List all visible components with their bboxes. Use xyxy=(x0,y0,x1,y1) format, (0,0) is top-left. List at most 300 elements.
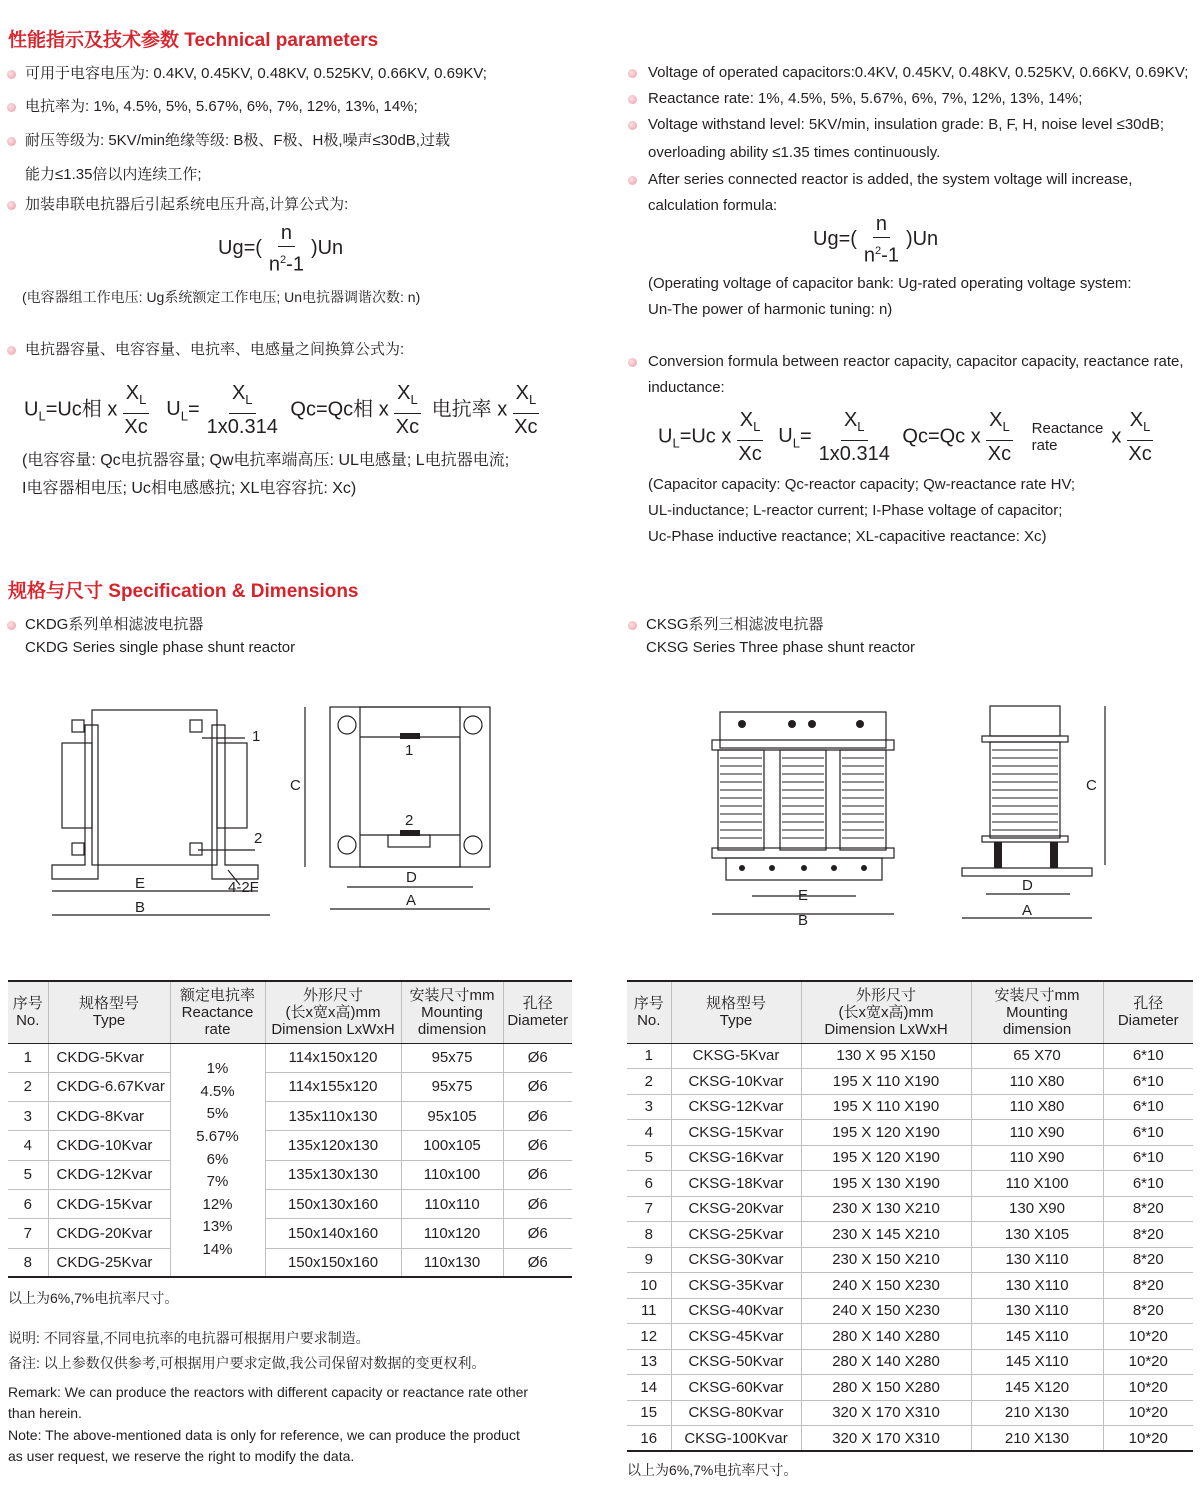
diameter-cell: Ø6 xyxy=(503,1248,572,1277)
diameter-cell: 10*20 xyxy=(1103,1324,1193,1350)
cksg-coil-1 xyxy=(718,750,764,850)
column-header xyxy=(503,981,572,1043)
column-header xyxy=(170,981,265,1043)
ckdg-spec-table xyxy=(8,980,572,1278)
label-4-2f: 4-2F xyxy=(228,879,259,896)
ul-sub: L xyxy=(792,435,800,451)
mounting-cell: 130 X110 xyxy=(971,1298,1103,1324)
mounting-cell: 110x100 xyxy=(401,1160,503,1189)
formula-rhs: )Un xyxy=(905,228,939,251)
xl-sub: L xyxy=(857,419,865,434)
dimension-cell: 280 X 140 X280 xyxy=(801,1349,971,1375)
u-symbol: U xyxy=(778,425,793,448)
cn-series-line: 加装串联电抗器后引起系统电压升高,计算公式为: xyxy=(25,196,349,213)
den-rest: -1 xyxy=(881,244,899,267)
dimension-cell: 240 X 150 X230 xyxy=(801,1273,971,1299)
en-conversion-legend-1: (Capacitor capacity: Qc-reactor capacity; Qw-reactance rate HV; xyxy=(648,476,1076,493)
xl-sub: L xyxy=(753,419,761,434)
bullet-icon xyxy=(628,121,637,130)
diameter-cell: 10*20 xyxy=(1103,1349,1193,1375)
table-row xyxy=(627,1247,1193,1273)
formula-fraction xyxy=(266,222,307,276)
header-line: 安装尺寸mm xyxy=(994,986,1080,1004)
dimension-cell: 230 X 145 X210 xyxy=(801,1222,971,1248)
table-row xyxy=(627,1426,1193,1452)
label-2-front: 2 xyxy=(405,812,414,829)
xl-xc-fraction xyxy=(985,409,1014,465)
mount-hole-icon xyxy=(338,716,356,734)
den-rest: -1 xyxy=(286,253,304,276)
cn-withstand-line: 耐压等级为: 5KV/min绝缘等级: B极、F极、H极,噪声≤30dB,过载 xyxy=(25,132,450,149)
mount-hole-icon xyxy=(338,836,356,854)
table-row xyxy=(627,1120,1193,1146)
diameter-cell: Ø6 xyxy=(503,1043,572,1072)
u-symbol: U xyxy=(658,425,673,448)
table-row xyxy=(8,1043,572,1072)
dimension-cell: 320 X 170 X310 xyxy=(801,1426,971,1452)
row-number: 14 xyxy=(627,1375,671,1401)
row-number: 10 xyxy=(627,1273,671,1299)
ckdg-series-en: CKDG Series single phase shunt reactor xyxy=(25,639,296,656)
xl-denom-fraction xyxy=(816,409,893,465)
fraction-numerator: n xyxy=(873,213,890,238)
header-line: rate xyxy=(204,1020,231,1038)
type-cell: CKSG-40Kvar xyxy=(671,1298,801,1324)
bullet-icon xyxy=(628,69,637,78)
cn-conversion-formula xyxy=(24,382,545,438)
table-row xyxy=(627,1043,1193,1069)
header-line: dimension xyxy=(417,1020,487,1038)
bullet-icon xyxy=(7,137,16,146)
en-withstand-line: Voltage withstand level: 5KV/min, insulation grade: B, F, H, noise level ≤30dB; xyxy=(648,116,1165,133)
diameter-cell: Ø6 xyxy=(503,1072,572,1101)
row-number: 11 xyxy=(627,1298,671,1324)
label-2: 2 xyxy=(254,830,263,847)
xl: X xyxy=(515,382,529,404)
header-line: 外形尺寸 xyxy=(302,986,363,1004)
diameter-cell: 6*10 xyxy=(1103,1094,1193,1120)
header-line: 规格型号 xyxy=(705,995,766,1013)
formula-rhs: )Un xyxy=(310,237,344,260)
dimension-cell: 135x130x130 xyxy=(265,1160,401,1189)
table-row xyxy=(627,1094,1193,1120)
mounting-cell: 110 X80 xyxy=(971,1094,1103,1120)
header-line: 安装尺寸mm xyxy=(409,986,495,1004)
row-number: 4 xyxy=(8,1131,48,1160)
dimension-cell: 135x110x130 xyxy=(265,1102,401,1131)
bullet-icon xyxy=(7,103,16,112)
bullet-icon xyxy=(628,621,637,630)
xl-sub: L xyxy=(139,392,147,407)
den-sup: 2 xyxy=(875,245,882,257)
table-row xyxy=(627,1324,1193,1350)
en-formula-legend-1: (Operating voltage of capacitor bank: Ug-rated operating voltage system: xyxy=(648,275,1132,292)
note-en-2: as user request, we reserve the right to modify the data. xyxy=(8,1448,355,1464)
ckdg-bracket-left xyxy=(52,725,98,879)
uc-term: =Uc相 x xyxy=(45,398,118,421)
cn-voltage-formula xyxy=(218,222,343,276)
frac-den: 1x0.314 xyxy=(818,443,890,465)
header-line: 外形尺寸 xyxy=(855,986,916,1004)
xl: X xyxy=(397,382,411,404)
bullet-icon xyxy=(7,201,16,210)
table-row xyxy=(627,1196,1193,1222)
frac-num xyxy=(513,382,540,414)
xl-sub: L xyxy=(1143,419,1151,434)
mounting-cell: 145 X110 xyxy=(971,1324,1103,1350)
mounting-cell: 130 X110 xyxy=(971,1273,1103,1299)
rate-value: 7% xyxy=(206,1173,229,1191)
label-a: A xyxy=(406,892,417,909)
qc-term: Qc=Qc x xyxy=(902,425,981,448)
xl-xc-fraction xyxy=(121,382,150,438)
table-row xyxy=(8,1072,572,1101)
mounting-cell: 210 X130 xyxy=(971,1400,1103,1426)
type-cell: CKSG-15Kvar xyxy=(671,1120,801,1146)
rate-value: 14% xyxy=(202,1241,233,1259)
den-base: n xyxy=(863,244,876,267)
cn-reactance-line: 电抗率为: 1%, 4.5%, 5%, 5.67%, 6%, 7%, 12%, 13%, 14%; xyxy=(25,98,418,115)
header-line: 孔径 xyxy=(522,995,553,1013)
cn-withstand-line-2: 能力≤1.35倍以内连续工作; xyxy=(25,166,202,183)
table-row xyxy=(627,1375,1193,1401)
cksg-coil-2 xyxy=(780,750,826,850)
label-1: 1 xyxy=(252,728,261,745)
rate-value: 1% xyxy=(206,1060,229,1078)
row-number: 5 xyxy=(627,1145,671,1171)
frac-num xyxy=(737,409,764,441)
row-number: 7 xyxy=(627,1196,671,1222)
bullet-icon xyxy=(628,176,637,185)
column-header xyxy=(401,981,503,1043)
table-row xyxy=(627,1400,1193,1426)
mounting-cell: 130 X105 xyxy=(971,1222,1103,1248)
row-number: 4 xyxy=(627,1120,671,1146)
table-row xyxy=(627,1349,1193,1375)
label-d: D xyxy=(1022,877,1033,894)
diameter-cell: Ø6 xyxy=(503,1189,572,1218)
mounting-cell: 110x130 xyxy=(401,1248,503,1277)
row-number: 8 xyxy=(8,1248,48,1277)
en-series-line-2: calculation formula: xyxy=(648,197,778,214)
table-row xyxy=(8,1248,572,1277)
xl-xc-fraction xyxy=(735,409,764,465)
rate-term: 电抗率 x xyxy=(431,398,508,421)
diameter-cell: Ø6 xyxy=(503,1102,572,1131)
label-e: E xyxy=(135,875,146,892)
fraction-denominator xyxy=(861,238,902,267)
label-e: E xyxy=(798,887,809,904)
type-cell: CKDG-25Kvar xyxy=(48,1248,170,1277)
mounting-cell: 110x110 xyxy=(401,1189,503,1218)
header-line: 额定电抗率 xyxy=(179,986,255,1004)
label-b: B xyxy=(135,899,146,916)
label-1-front: 1 xyxy=(405,742,414,759)
u-symbol: U xyxy=(166,398,181,421)
header-line: Mounting xyxy=(1006,1003,1068,1021)
type-cell: CKSG-25Kvar xyxy=(671,1222,801,1248)
xl-xc-fraction xyxy=(393,382,422,438)
table-row xyxy=(8,1189,572,1218)
diameter-cell: 6*10 xyxy=(1103,1069,1193,1095)
type-cell: CKSG-30Kvar xyxy=(671,1247,801,1273)
header-line: Diameter xyxy=(1117,1012,1179,1030)
bullet-icon xyxy=(628,95,637,104)
frac-den: Xc xyxy=(514,416,538,438)
en-conversion-line-2: inductance: xyxy=(648,379,725,396)
frac-num xyxy=(229,382,256,414)
header-line: 规格型号 xyxy=(78,995,139,1013)
formula-lhs: Ug=( xyxy=(218,237,262,260)
row-number: 12 xyxy=(627,1324,671,1350)
column-header xyxy=(8,981,48,1043)
rate-value: 13% xyxy=(202,1218,233,1236)
rate-value: 5% xyxy=(206,1105,229,1123)
table-header-row xyxy=(8,981,572,1043)
type-cell: CKSG-20Kvar xyxy=(671,1196,801,1222)
label-c: C xyxy=(290,777,301,794)
dimension-cell: 195 X 110 X190 xyxy=(801,1069,971,1095)
cn-formula-legend: (电容器组工作电压: Ug系统额定工作电压; Un电抗器调谐次数: n) xyxy=(22,289,421,305)
xl-sub: L xyxy=(410,392,418,407)
header-line: Diameter xyxy=(507,1012,569,1030)
type-cell: CKSG-16Kvar xyxy=(671,1145,801,1171)
xl: X xyxy=(125,382,140,404)
terminal-icon xyxy=(400,830,420,836)
diameter-cell: Ø6 xyxy=(503,1160,572,1189)
ckdg-series-cn: CKDG系列单相滤波电抗器 xyxy=(25,616,204,633)
frac-den: 1x0.314 xyxy=(206,416,278,438)
remark-en-1: Remark: We can produce the reactors with different capacity or reactance rate other xyxy=(8,1384,529,1400)
column-header xyxy=(671,981,801,1043)
frac-num xyxy=(1127,409,1154,441)
bullet-icon xyxy=(7,346,16,355)
dimension-cell: 195 X 110 X190 xyxy=(801,1094,971,1120)
dimension-cell: 130 X 95 X150 xyxy=(801,1043,971,1069)
row-number: 1 xyxy=(8,1043,48,1072)
xl: X xyxy=(1129,409,1144,431)
column-header xyxy=(627,981,671,1043)
mounting-cell: 145 X110 xyxy=(971,1349,1103,1375)
u-symbol: U xyxy=(24,398,39,421)
type-cell: CKDG-10Kvar xyxy=(48,1131,170,1160)
header-line: 序号 xyxy=(633,995,664,1013)
row-number: 6 xyxy=(8,1189,48,1218)
terminal-icon xyxy=(400,733,420,739)
row-number: 13 xyxy=(627,1349,671,1375)
row-number: 6 xyxy=(627,1171,671,1197)
dimension-cell: 135x120x130 xyxy=(265,1131,401,1160)
table-row xyxy=(627,1273,1193,1299)
table-row xyxy=(8,1160,572,1189)
type-cell: CKDG-20Kvar xyxy=(48,1219,170,1248)
cn-conversion-legend-2: I电容器相电压; Uc相电感感抗; XL电容容抗: Xc) xyxy=(22,480,357,497)
cksg-drawing xyxy=(700,700,1140,930)
dimension-cell: 320 X 170 X310 xyxy=(801,1400,971,1426)
xl-xc-fraction xyxy=(1125,409,1154,465)
en-conversion-legend-2: UL-inductance; L-reactor current; I-Phase voltage of capacitor; xyxy=(648,502,1063,519)
note-en-1: Note: The above-mentioned data is only for reference, we can produce the product xyxy=(8,1427,520,1443)
dimension-cell: 240 X 150 X230 xyxy=(801,1298,971,1324)
xl-sub: L xyxy=(528,392,537,407)
en-voltage-formula xyxy=(813,213,938,267)
row-number: 3 xyxy=(627,1094,671,1120)
diameter-cell: 8*20 xyxy=(1103,1222,1193,1248)
dimension-cell: 195 X 130 X190 xyxy=(801,1171,971,1197)
diameter-cell: 6*10 xyxy=(1103,1120,1193,1146)
diameter-cell: Ø6 xyxy=(503,1219,572,1248)
spec-title: 规格与尺寸 Specification & Dimensions xyxy=(8,581,359,602)
type-cell: CKSG-12Kvar xyxy=(671,1094,801,1120)
type-cell: CKSG-60Kvar xyxy=(671,1375,801,1401)
label-d: D xyxy=(406,869,417,886)
header-line: No. xyxy=(16,1012,40,1030)
uc-term: =Uc x xyxy=(679,425,732,448)
header-line: Type xyxy=(92,1012,126,1030)
cn-voltage-line: 可用于电容电压为: 0.4KV, 0.45KV, 0.48KV, 0.525KV, 0.66KV, 0.69KV; xyxy=(25,65,487,82)
header-line: Mounting xyxy=(421,1003,483,1021)
header-line: Type xyxy=(719,1012,753,1030)
equals: = xyxy=(799,425,812,448)
type-cell: CKSG-80Kvar xyxy=(671,1400,801,1426)
reactance-rate-cell xyxy=(170,1043,265,1277)
diameter-cell: 10*20 xyxy=(1103,1375,1193,1401)
row-number: 16 xyxy=(627,1426,671,1452)
en-conversion-formula xyxy=(658,409,1159,465)
note-cn-2: 备注: 以上参数仅供参考,可根据用户要求定做,我公司保留对数据的变更权利。 xyxy=(8,1355,486,1371)
table-row xyxy=(8,1219,572,1248)
ckdg-side-body xyxy=(92,710,217,865)
column-header xyxy=(971,981,1103,1043)
bullet-icon xyxy=(628,358,637,367)
type-cell: CKDG-12Kvar xyxy=(48,1160,170,1189)
header-line: Reactance xyxy=(181,1003,254,1021)
diameter-cell: 6*10 xyxy=(1103,1145,1193,1171)
mounting-cell: 130 X110 xyxy=(971,1247,1103,1273)
xl-xc-fraction xyxy=(511,382,540,438)
cksg-series-cn: CKSG系列三相滤波电抗器 xyxy=(646,616,824,633)
dimension-cell: 195 X 120 X190 xyxy=(801,1120,971,1146)
ckdg-drawing xyxy=(40,695,510,925)
en-conversion-legend-3: Uc-Phase inductive reactance; XL-capacitive reactance: Xc) xyxy=(648,528,1047,545)
diameter-cell: 6*10 xyxy=(1103,1043,1193,1069)
den-base: n xyxy=(268,253,281,276)
diameter-cell: 8*20 xyxy=(1103,1298,1193,1324)
frac-num xyxy=(123,382,150,414)
rate-value: 4.5% xyxy=(200,1082,235,1100)
column-header xyxy=(801,981,971,1043)
ckdg-bracket-right xyxy=(212,725,261,879)
xl-sub: L xyxy=(245,392,253,407)
mounting-cell: 100x105 xyxy=(401,1131,503,1160)
frac-den: Xc xyxy=(124,416,148,438)
table-row xyxy=(627,1298,1193,1324)
table-row xyxy=(627,1171,1193,1197)
row-number: 8 xyxy=(627,1222,671,1248)
rate-label-b: rate xyxy=(1031,437,1058,454)
table-row xyxy=(8,1102,572,1131)
header-line: 序号 xyxy=(12,995,43,1013)
dimension-cell: 150x140x160 xyxy=(265,1219,401,1248)
type-cell: CKDG-5Kvar xyxy=(48,1043,170,1072)
mounting-cell: 110x120 xyxy=(401,1219,503,1248)
formula-lhs: Ug=( xyxy=(813,228,857,251)
frac-num xyxy=(986,409,1013,441)
fraction-numerator: n xyxy=(278,222,295,247)
mounting-cell: 110 X80 xyxy=(971,1069,1103,1095)
diameter-cell: 8*20 xyxy=(1103,1273,1193,1299)
cksg-top-yoke xyxy=(720,712,886,748)
ckdg-footnote: 以上为6%,7%电抗率尺寸。 xyxy=(8,1290,179,1306)
den-sup: 2 xyxy=(280,254,287,266)
mounting-cell: 110 X90 xyxy=(971,1120,1103,1146)
label-c: C xyxy=(1086,777,1097,794)
table-row xyxy=(8,1131,572,1160)
bullet-icon xyxy=(7,621,16,630)
mounting-cell: 110 X90 xyxy=(971,1145,1103,1171)
mounting-cell: 210 X130 xyxy=(971,1426,1103,1452)
row-number: 7 xyxy=(8,1219,48,1248)
header-line: Dimension LxWxH xyxy=(271,1020,395,1038)
mount-hole-icon xyxy=(464,836,482,854)
dimension-cell: 230 X 150 X210 xyxy=(801,1247,971,1273)
frac-den: Xc xyxy=(1128,443,1152,465)
mounting-cell: 130 X90 xyxy=(971,1196,1103,1222)
table-header-row xyxy=(627,981,1193,1043)
column-header xyxy=(48,981,170,1043)
xl: X xyxy=(231,382,246,404)
cksg-spec-table xyxy=(627,980,1193,1452)
diameter-cell: Ø6 xyxy=(503,1131,572,1160)
coil-winding-icon xyxy=(720,750,1058,838)
type-cell: CKSG-100Kvar xyxy=(671,1426,801,1452)
dimension-cell: 230 X 130 X210 xyxy=(801,1196,971,1222)
label-a: A xyxy=(1022,902,1033,919)
diameter-cell: 8*20 xyxy=(1103,1196,1193,1222)
type-cell: CKDG-15Kvar xyxy=(48,1189,170,1218)
xl: X xyxy=(843,409,858,431)
header-line: (长x宽x高)mm xyxy=(285,1003,381,1021)
ckdg-side-coil-left xyxy=(62,743,92,828)
column-header xyxy=(1103,981,1193,1043)
row-number: 15 xyxy=(627,1400,671,1426)
ckdg-front-core xyxy=(360,707,460,867)
dimension-cell: 114x150x120 xyxy=(265,1043,401,1072)
table-row xyxy=(627,1069,1193,1095)
dimension-cell: 280 X 150 X280 xyxy=(801,1375,971,1401)
column-header xyxy=(265,981,401,1043)
type-cell: CKSG-50Kvar xyxy=(671,1349,801,1375)
xl: X xyxy=(739,409,754,431)
header-line: (长x宽x高)mm xyxy=(838,1003,934,1021)
cksg-series-en: CKSG Series Three phase shunt reactor xyxy=(646,639,916,656)
row-number: 2 xyxy=(627,1069,671,1095)
diameter-cell: 6*10 xyxy=(1103,1171,1193,1197)
mounting-cell: 95x75 xyxy=(401,1043,503,1072)
dimension-cell: 150x130x160 xyxy=(265,1189,401,1218)
header-line: Dimension LxWxH xyxy=(824,1020,948,1038)
row-number: 3 xyxy=(8,1102,48,1131)
note-cn-1: 说明: 不同容量,不同电抗率的电抗器可根据用户要求制造。 xyxy=(8,1330,370,1346)
type-cell: CKSG-10Kvar xyxy=(671,1069,801,1095)
diameter-cell: 8*20 xyxy=(1103,1247,1193,1273)
mounting-cell: 95x75 xyxy=(401,1072,503,1101)
en-conversion-line: Conversion formula between reactor capacity, capacitor capacity, reactance rate, xyxy=(648,353,1184,370)
en-reactance-line: Reactance rate: 1%, 4.5%, 5%, 5.67%, 6%, 7%, 12%, 13%, 14%; xyxy=(648,90,1083,107)
en-series-line: After series connected reactor is added, the system voltage will increase, xyxy=(648,171,1133,188)
ul-sub: L xyxy=(180,408,188,424)
frac-num xyxy=(394,382,421,414)
